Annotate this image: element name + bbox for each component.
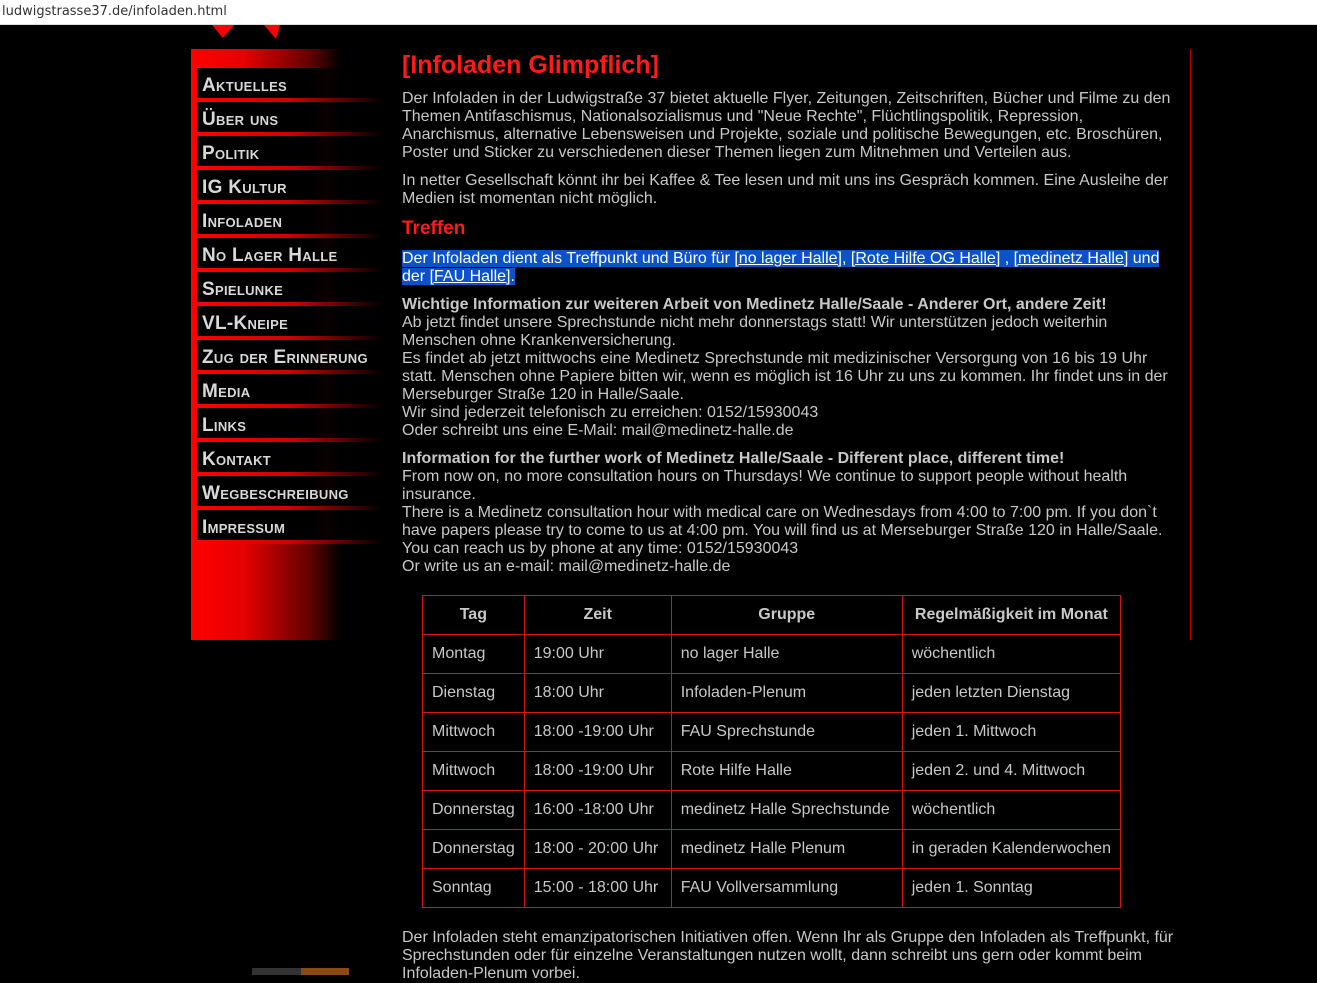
- address-bar[interactable]: [0, 0, 1317, 25]
- medinetz-de-email: Oder schreibt uns eine E-Mail: mail@medinetz-halle.de: [402, 422, 794, 439]
- nav-item-vl-kneipe[interactable]: [197, 306, 383, 340]
- cell-frequency: wöchentlich: [902, 791, 1120, 830]
- cell-frequency: jeden letzten Dienstag: [902, 674, 1120, 713]
- nav-label: IG Kultur: [202, 177, 287, 198]
- cell-time: 18:00 Uhr: [524, 674, 671, 713]
- nav-label: Links: [202, 415, 247, 436]
- header-zeit: Zeit: [524, 596, 671, 635]
- cell-group: FAU Sprechstunde: [671, 713, 902, 752]
- nav-item-politik[interactable]: [197, 136, 383, 170]
- nav-item-ig-kultur[interactable]: [197, 170, 383, 204]
- nav-label: Infoladen: [202, 211, 283, 232]
- cell-time: 15:00 - 18:00 Uhr: [524, 869, 671, 908]
- cell-time: 19:00 Uhr: [524, 635, 671, 674]
- cell-group: Rote Hilfe Halle: [671, 752, 902, 791]
- link-no-lager-halle[interactable]: [no lager Halle]: [734, 250, 842, 267]
- cell-time: 18:00 -19:00 Uhr: [524, 752, 671, 791]
- section-heading-treffen: Treffen: [402, 218, 466, 239]
- main-content: [402, 48, 1180, 586]
- medinetz-en-line: There is a Medinetz consultation hour with medical care on Wednesdays from 4:00 to 7:00 pm. If you don`t have papers please try to come to us at 4:00 pm. You will find us at Merseburger Straße 120 in Halle/Saale.: [402, 504, 1163, 539]
- medinetz-de-phone: Wir sind jederzeit telefonisch zu erreichen: 0152/15930043: [402, 404, 819, 421]
- url-text: ludwigstrasse37.de/infoladen.html: [2, 4, 227, 19]
- header-gruppe: Gruppe: [671, 596, 902, 635]
- table-row: [423, 635, 1121, 674]
- nav-label: Impressum: [202, 517, 286, 538]
- cell-day: Mittwoch: [423, 752, 525, 791]
- nav-item-media[interactable]: [197, 374, 383, 408]
- link-rote-hilfe[interactable]: [Rote Hilfe OG Halle]: [850, 250, 1001, 267]
- cell-time: 16:00 -18:00 Uhr: [524, 791, 671, 830]
- nav-label: Aktuelles: [202, 75, 288, 96]
- nav-item-zug-der-erinnerung[interactable]: [197, 340, 383, 374]
- nav-item-infoladen[interactable]: [197, 204, 383, 238]
- nav-label: Politik: [202, 143, 260, 164]
- bottom-thumbnail[interactable]: [252, 968, 301, 975]
- header-tag: Tag: [423, 596, 525, 635]
- medinetz-heading-en: Information for the further work of Medinetz Halle/Saale - Different place, different time!: [402, 450, 1065, 467]
- treffen-text: Der Infoladen dient als Treffpunkt und Büro für: [402, 250, 735, 267]
- cell-group: Infoladen-Plenum: [671, 674, 902, 713]
- table-row: [423, 713, 1121, 752]
- cell-day: Donnerstag: [423, 791, 525, 830]
- cell-time: 18:00 -19:00 Uhr: [524, 713, 671, 752]
- link-medinetz-halle[interactable]: [medinetz Halle]: [1013, 250, 1129, 267]
- treffen-text: ,: [841, 250, 851, 267]
- cell-frequency: jeden 2. und 4. Mittwoch: [902, 752, 1120, 791]
- cell-group: FAU Vollversammlung: [671, 869, 902, 908]
- cell-day: Montag: [423, 635, 525, 674]
- table-row: [423, 830, 1121, 869]
- nav-label: Wegbeschreibung: [202, 483, 349, 504]
- table-header-row: [423, 596, 1121, 635]
- cell-frequency: in geraden Kalenderwochen: [902, 830, 1120, 869]
- schedule-table: [422, 595, 1121, 908]
- table-row: [423, 674, 1121, 713]
- cell-frequency: jeden 1. Sonntag: [902, 869, 1120, 908]
- cell-day: Mittwoch: [423, 713, 525, 752]
- nav-label: No Lager Halle: [202, 245, 338, 266]
- nav-item-spielunke[interactable]: [197, 272, 383, 306]
- header-regelmaessigkeit: Regelmäßigkeit im Monat: [902, 596, 1120, 635]
- cell-day: Sonntag: [423, 869, 525, 908]
- medinetz-en-email: Or write us an e-mail: mail@medinetz-halle.de: [402, 558, 731, 575]
- cell-day: Donnerstag: [423, 830, 525, 869]
- medinetz-en-line: From now on, no more consultation hours on Thursdays! We continue to support people without health insurance.: [402, 468, 1128, 503]
- treffen-text: .: [510, 268, 515, 285]
- page-title: [Infoladen Glimpflich]: [402, 51, 659, 79]
- bottom-thumbnail[interactable]: [301, 968, 349, 975]
- nav-item-ueber-uns[interactable]: [197, 102, 383, 136]
- cell-frequency: jeden 1. Mittwoch: [902, 713, 1120, 752]
- nav-item-wegbeschreibung[interactable]: [197, 476, 383, 510]
- nav-label: Media: [202, 381, 251, 402]
- table-row: [423, 791, 1121, 830]
- nav-item-no-lager-halle[interactable]: [197, 238, 383, 272]
- intro-paragraph: Der Infoladen in der Ludwigstraße 37 bietet aktuelle Flyer, Zeitungen, Zeitschriften, Bücher und Filme zu den Themen Antifaschismus, Nationalsozialismus und "Neue Rechte", Flüchtlingspolitik, Repression, Anarchismus, alternative Lebensweisen und Projekte, soziale und politische Bewegungen, etc. Broschüren, Poster und Sticker zu verschiedenen dieser Themen liegen zum Mitnehmen und Verteilen aus.: [402, 90, 1171, 161]
- nav-label: Kontakt: [202, 449, 272, 470]
- nav-label: VL-Kneipe: [202, 313, 289, 334]
- nav-item-kontakt[interactable]: [197, 442, 383, 476]
- medinetz-de-line: Es findet ab jetzt mittwochs eine Medinetz Sprechstunde mit medizinischer Versorgung von 16 bis 19 Uhr statt. Menschen ohne Papiere bitten wir, wenn es möglich ist 16 Uhr zu uns zu kommen. Ihr findet uns in der Merseburger Straße 120 in Halle/Saale.: [402, 350, 1168, 403]
- treffen-text: ,: [1000, 250, 1014, 267]
- cell-group: medinetz Halle Plenum: [671, 830, 902, 869]
- red-star-logo: [208, 25, 284, 43]
- selected-text: [402, 250, 1159, 285]
- medinetz-info-de: [402, 296, 1180, 440]
- nav-label: Spielunke: [202, 279, 284, 300]
- footer-paragraph: Der Infoladen steht emanzipatorischen Initiativen offen. Wenn Ihr als Gruppe den Infoladen als Treffpunkt, für Sprechstunden oder für einzelne Veranstaltungen nutzen wollt, dann schreibt uns gern oder kommt beim Infoladen-Plenum vorbei.: [402, 929, 1174, 982]
- table-row: [423, 869, 1121, 908]
- nav-label: Zug der Erinnerung: [202, 347, 368, 368]
- treffen-paragraph: [402, 250, 1180, 286]
- cell-group: no lager Halle: [671, 635, 902, 674]
- table-row: [423, 752, 1121, 791]
- cell-frequency: wöchentlich: [902, 635, 1120, 674]
- treffen-text: und der: [402, 250, 1160, 285]
- medinetz-heading-de: Wichtige Information zur weiteren Arbeit von Medinetz Halle/Saale - Anderer Ort, andere Zeit!: [402, 296, 1107, 313]
- cell-day: Dienstag: [423, 674, 525, 713]
- cell-time: 18:00 - 20:00 Uhr: [524, 830, 671, 869]
- link-fau-halle[interactable]: [FAU Halle]: [429, 268, 511, 285]
- cell-group: medinetz Halle Sprechstunde: [671, 791, 902, 830]
- nav-item-aktuelles[interactable]: [197, 68, 383, 102]
- nav-label: Über uns: [202, 109, 279, 130]
- medinetz-de-line: Ab jetzt findet unsere Sprechstunde nicht mehr donnerstags statt! Wir unterstützen jedoch weiterhin Menschen ohne Krankenversicherung.: [402, 314, 1108, 349]
- content-divider: [1190, 49, 1191, 640]
- intro-paragraph-2: In netter Gesellschaft könnt ihr bei Kaffee & Tee lesen und mit uns ins Gespräch kommen. Eine Ausleihe der Medien ist momentan nicht möglich.: [402, 172, 1169, 207]
- main-navigation: [197, 68, 383, 544]
- nav-item-impressum[interactable]: [197, 510, 383, 544]
- medinetz-en-phone: You can reach us by phone at any time: 0152/15930043: [402, 540, 799, 557]
- nav-item-links[interactable]: [197, 408, 383, 442]
- medinetz-info-en: [402, 450, 1180, 576]
